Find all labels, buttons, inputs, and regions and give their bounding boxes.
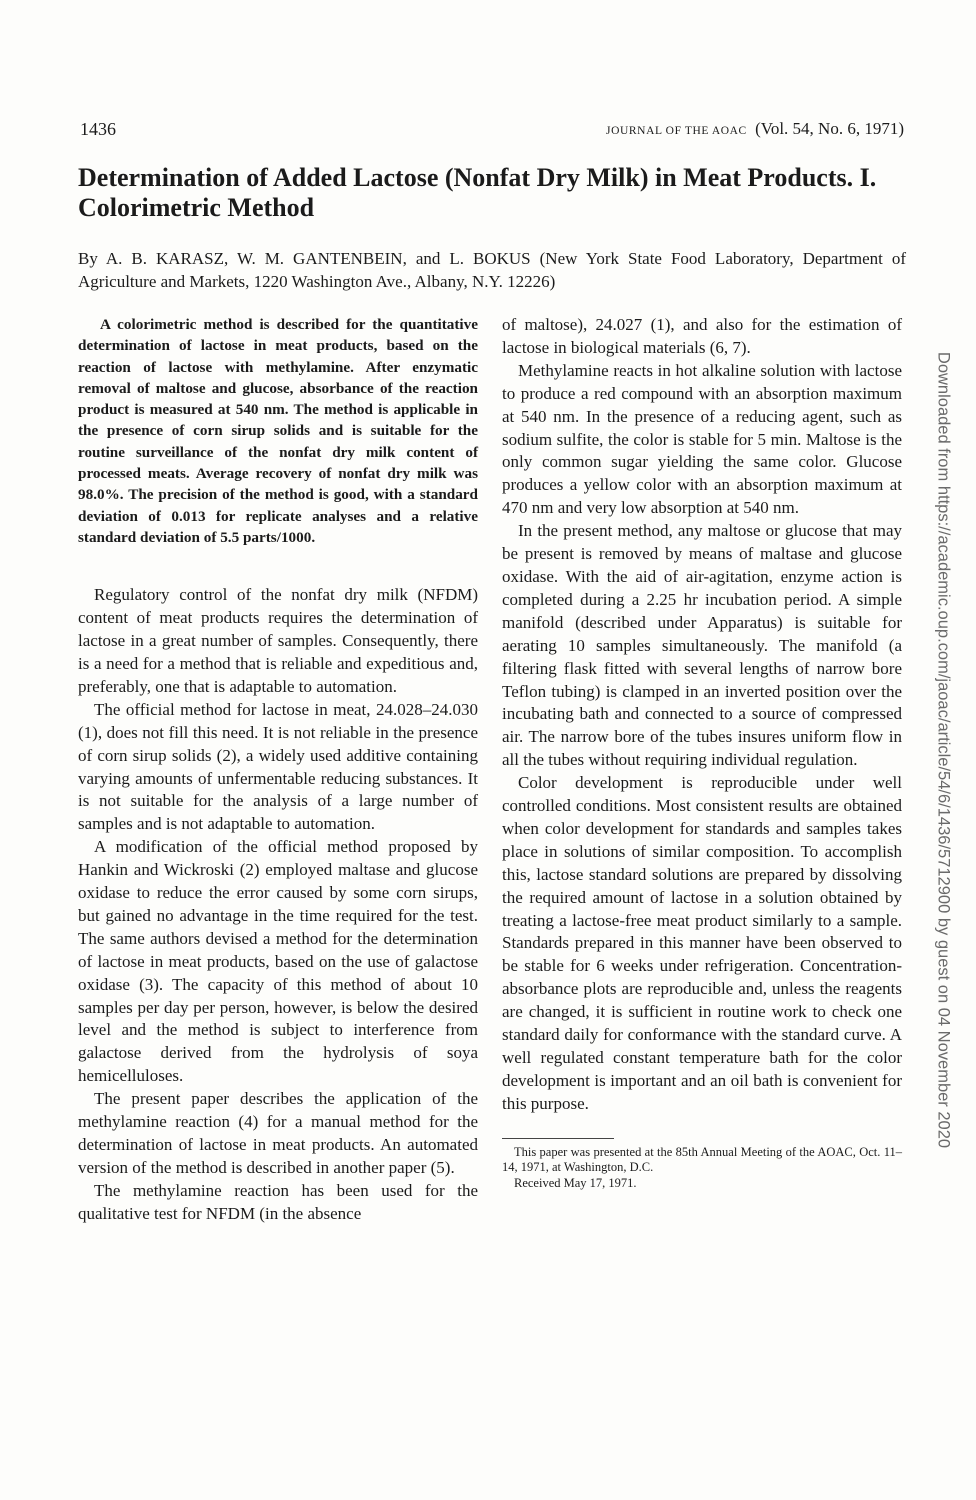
body-paragraph: of maltose), 24.027 (1), and also for the estimation of lactose in biological materials (6, 7). — [502, 315, 902, 357]
article-title: Determination of Added Lactose (Nonfat Dry Milk) in Meat Products. I. Colorimetric Method — [78, 163, 877, 222]
right-column — [502, 314, 902, 1191]
journal-name: JOURNAL OF THE AOAC — [606, 125, 747, 137]
page-number: 1436 — [80, 119, 116, 139]
received-date: Received May 17, 1971. — [514, 1175, 637, 1190]
body-paragraph: Color development is reproducible under well controlled conditions. Most consistent results are obtained when color development for standards and samples takes place in solutions of similar composition. To accomplish this, lactose standard solutions are prepared by dissolving the required amount of lactose in a solution obtained by treating a lactose-free meat product similarly to a sample. Standards prepared in this manner have been observed to be stable for 6 weeks under refrigeration. Concentration-absorbance plots are reproducible and, unless the reagents are changed, it is sufficient in routine work to check one standard daily for conformance with the standard curve. A well regulated constant temperature bath for the color development is important and an oil bath is convenient for this purpose. — [502, 773, 902, 1113]
footnote: This paper was presented at the 85th Annual Meeting of the AOAC, Oct. 11–14, 1971, at Washington, D.C. — [502, 1144, 902, 1175]
body-paragraph: The official method for lactose in meat, 24.028–24.030 (1), does not fill this need. It is not reliable in the presence of corn sirup solids (2), a widely used additive containing varying amounts of unfermentable reducing substances. It is not suitable for the analysis of a large number of samples and is not adaptable to automation. — [78, 699, 478, 834]
footnote-divider — [502, 1138, 614, 1139]
volume-info: (Vol. 54, No. 6, 1971) — [755, 119, 904, 138]
body-paragraph: The present paper describes the application of the methylamine reaction (4) for a manual method for the determination of lactose in meat products. An automated version of the method is described in another paper (5). — [78, 1089, 478, 1177]
body-paragraph: In the present method, any maltose or glucose that may be present is removed by means of maltase and glucose oxidase. With the aid of air-agitation, enzyme action is completed during a 2.25 hr incubation period. A simple manifold (described under Apparatus) is suitable for aerating 10 samples simultaneously. The manifold (a filtering flask fitted with several lengths of narrow bore Teflon tubing) is clamped in an inverted position over the incubating bath and connected to a source of compressed air. The narrow bore of the tubes insures uniform flow in all the tubes without requiring individual regulation. — [502, 521, 902, 770]
body-paragraph: Methylamine reacts in hot alkaline solution with lactose to produce a red compound with an absorption maximum at 540 nm. In the presence of a reducing agent, such as sodium sulfite, the color is stable for 5 min. Maltose is the only common sugar yielding the same color. Glucose produces a yellow color with an absorption maximum at 470 nm and very low absorption at 540 nm. — [502, 360, 902, 518]
body-paragraph: A modification of the official method proposed by Hankin and Wickroski (2) employed maltase and glucose oxidase to reduce the error caused by some corn sirups, but gained no advantage in the time required for the test. The same authors devised a method for the determination of lactose in meat products, based on the use of galactose oxidase (3). The capacity of this method of about 10 samples per day per person, however, is below the desired level and the method is subject to interference from galactose derived from the hydrolysis of soya hemicelluloses. — [78, 837, 478, 1086]
body-paragraph: Regulatory control of the nonfat dry milk (NFDM) content of meat products requires the determination of lactose in a great number of samples. Consequently, there is a need for a method that is reliable and expeditious and, preferably, one that is adaptable to automation. — [78, 585, 478, 696]
abstract: A colorimetric method is described for the quantitative determination of lactose in meat products, based on the reaction of lactose with methylamine. After enzymatic removal of maltose and glucose, absorbance of the reaction product is measured at 540 nm. The method is applicable in the presence of corn sirup solids and is suitable for the routine surveillance of the nonfat dry milk content of processed meats. Average recovery of nonfat dry milk was 98.0%. The precision of the method is good, with a standard deviation of 0.013 for replicate analyses and a relative standard deviation of 5.5 parts/1000. — [78, 316, 478, 546]
body-paragraph: The methylamine reaction has been used for the qualitative test for NFDM (in the absence — [78, 1180, 478, 1223]
left-column — [78, 314, 478, 1226]
running-head — [606, 119, 904, 139]
watermark-text: Downloaded from https://academic.oup.com/jaoac/article/54/6/1436/5712900 by guest on 04 November 2020 — [934, 351, 953, 1149]
author-affiliation: By A. B. KARASZ, W. M. GANTENBEIN, and L. BOKUS (New York State Food Laboratory, Department of Agriculture and Markets, 1220 Washington Ave., Albany, N.Y. 12226) — [78, 249, 906, 291]
